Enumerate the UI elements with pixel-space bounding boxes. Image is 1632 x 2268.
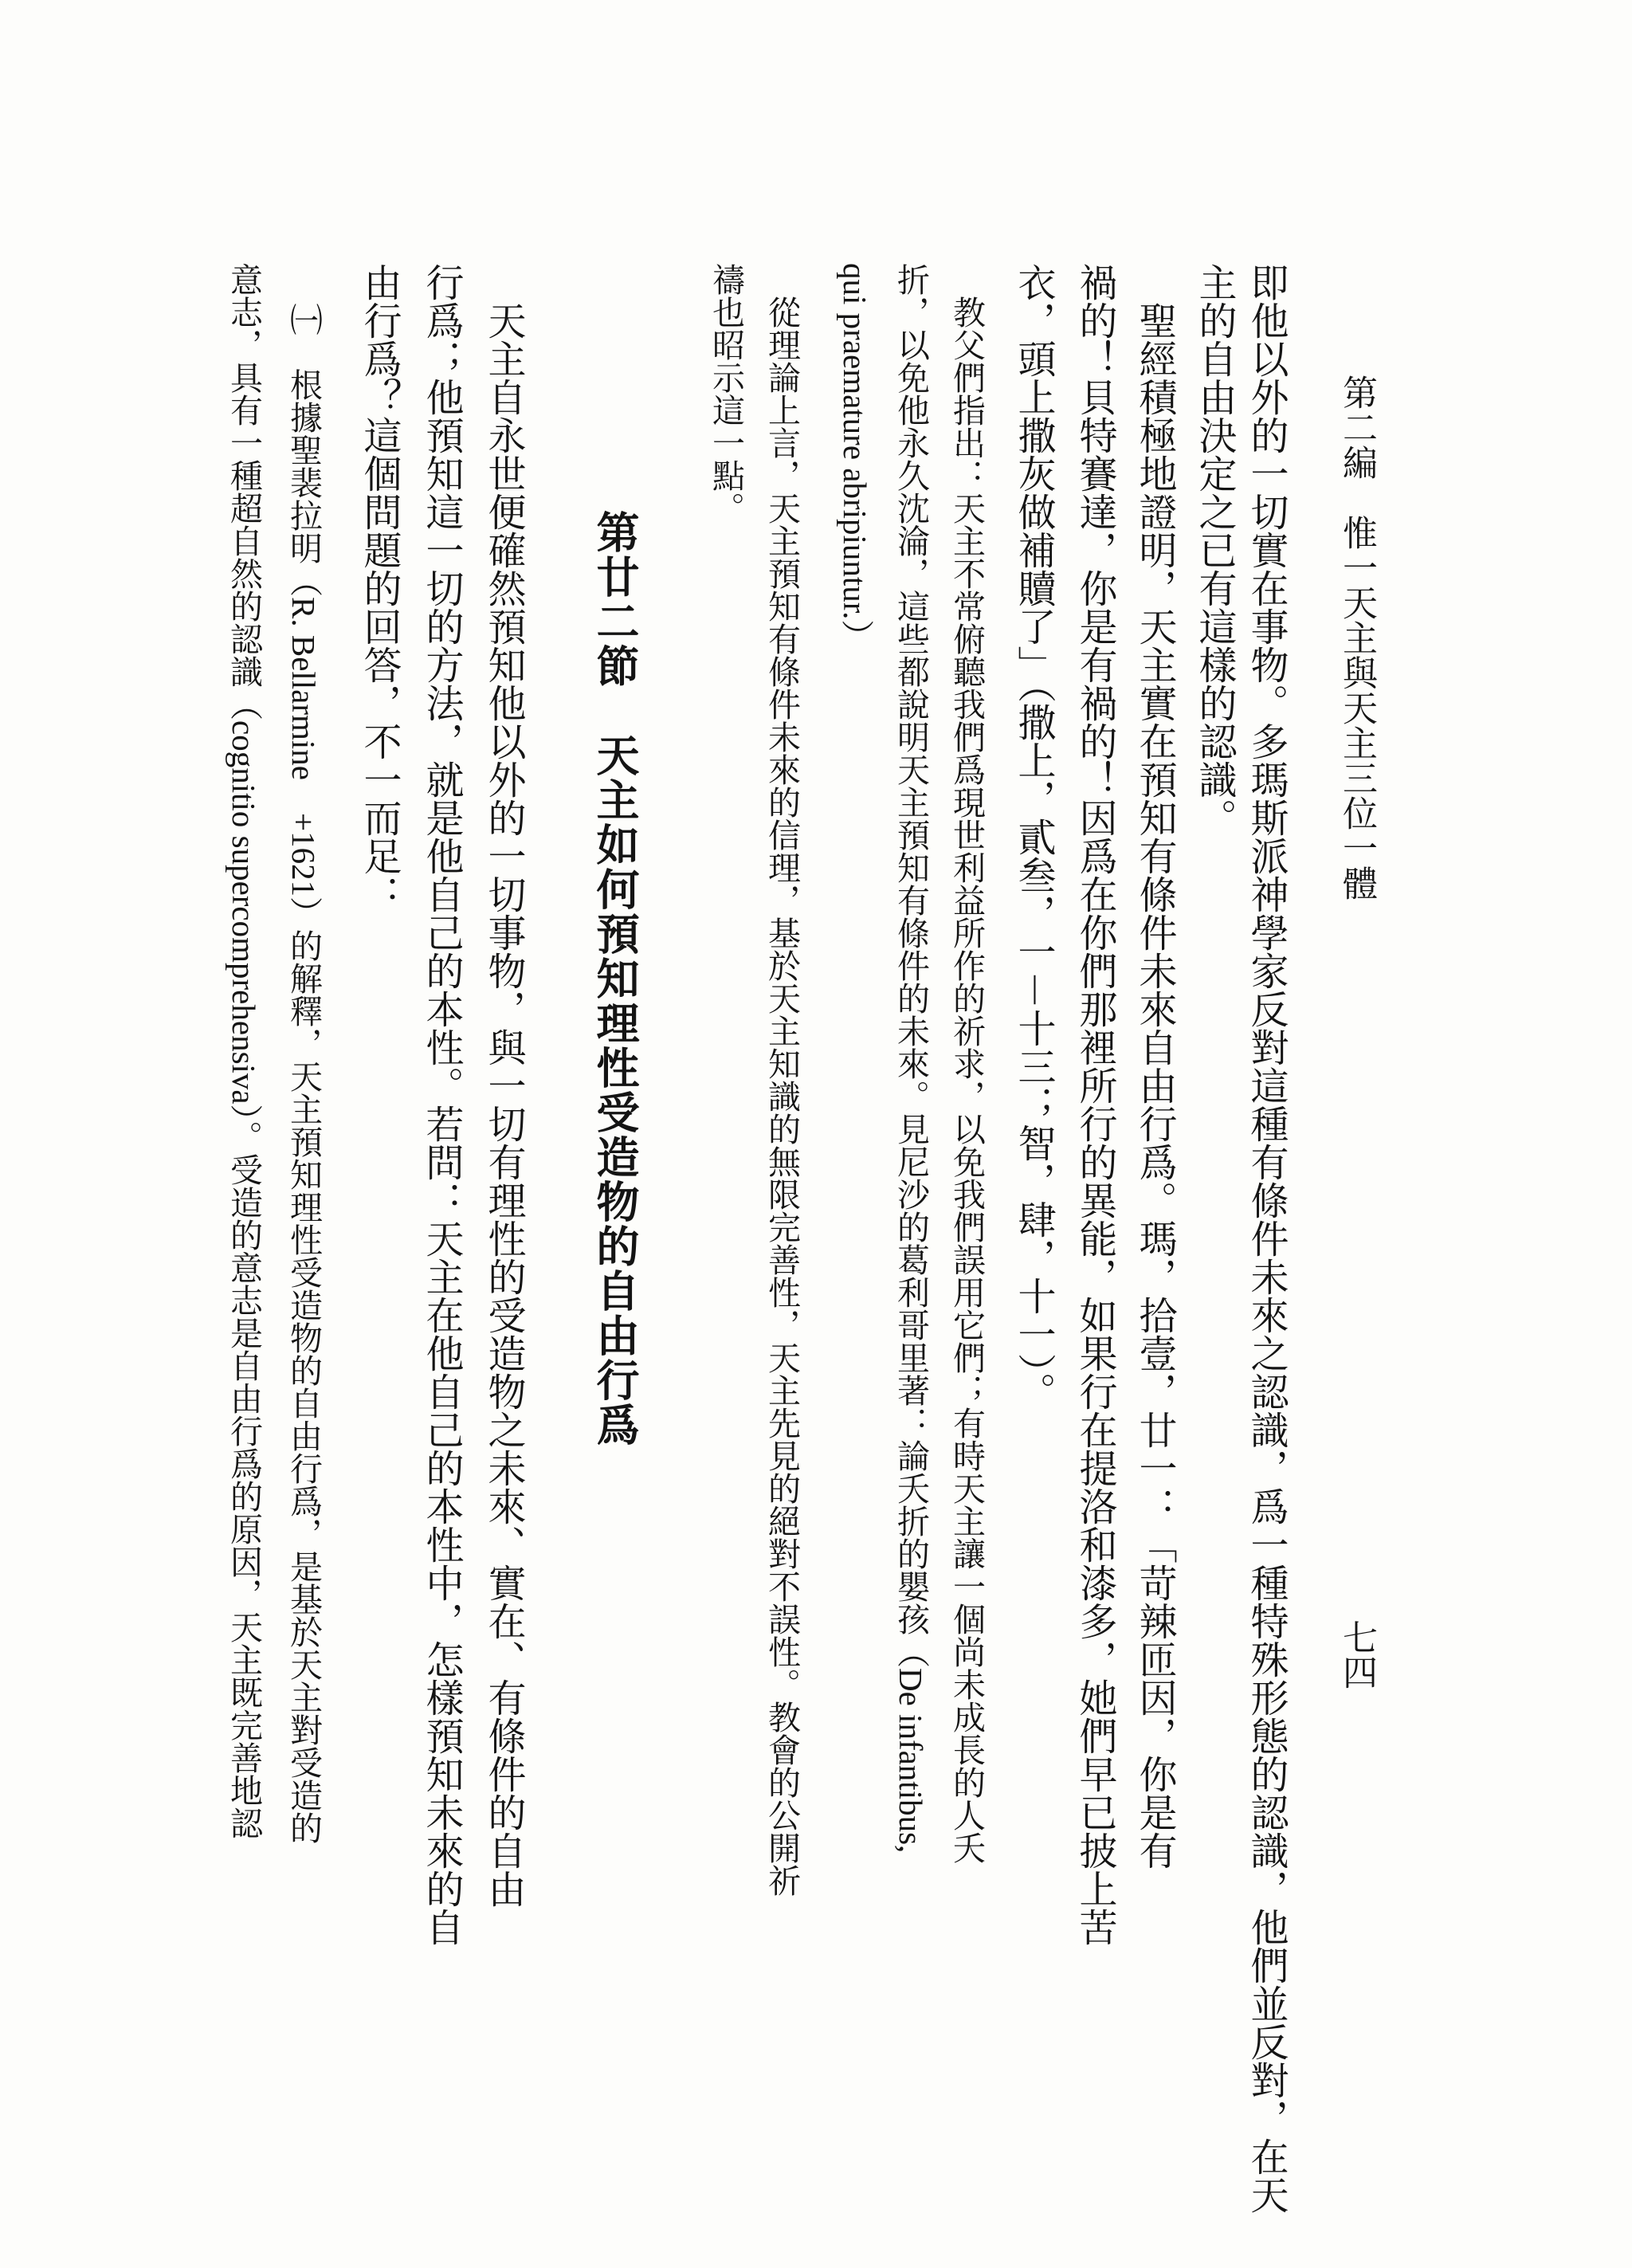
theory-line-1: 從理論上言，天主預知有條件未來的信理，基於天主知識的無限完善性，天主先見的絕對不誤性。教會的公開祈	[763, 263, 801, 1897]
point1-line-2-text-a: 意志，具有一種超自然的認識（	[225, 263, 263, 720]
running-title: 第二編 惟一天主與天主三位一體	[1336, 375, 1377, 901]
page-number: 七四	[1336, 1619, 1377, 1689]
intro-line-1: 即他以外的一切實在事物。多瑪斯派神學家反對這種有條件未來之認識，爲一種特殊形態的認識，他們並反對，在天	[1244, 263, 1289, 2214]
theory-line-2: 禱也昭示這一點。	[707, 263, 745, 524]
body-line-2: 行爲；他預知這一切的方法，就是他自己的本性。若問：天主在他自己的本性中，怎樣預知未來的自	[419, 263, 464, 1946]
point1-marker: ㈠	[284, 303, 323, 335]
point1-line-2	[225, 263, 263, 1840]
fathers-line-2-text: 折，以免他永久沈淪，這些都說明天主預知有條件的未來。見尼沙的葛利哥里著：論夭折的嬰孩（	[892, 263, 930, 1668]
section-title: 天主如何預知理性受造物的自由行爲	[590, 733, 641, 1447]
latin-title-part-2: qui praemature abripiuntur.）	[837, 263, 873, 653]
body-line-1: 天主自永世便確然預知他以外的一切事物，與一切有理性的受造物之未來、實在、有條件的自由	[481, 263, 526, 1908]
section-heading	[590, 510, 641, 1447]
point1-line-1	[284, 303, 323, 1845]
point1-line-1-text-a: 根據聖裴拉明（	[284, 368, 323, 597]
latin-name-bellarmine: R. Bellarmine +1621	[285, 597, 322, 897]
scripture-line-1: 聖經積極地證明，天主實在預知有條件未來自由行爲。瑪，拾壹，廿一：「苛辣匝因，你是有	[1132, 263, 1177, 1870]
scripture-line-3: 衣，頭上撒灰做補贖了」（撒上，貳叁，一－十三；智，肆，十一）。	[1011, 263, 1056, 1411]
section-number: 第廿二節	[590, 510, 641, 689]
point1-line-1-text-c: ）的解釋，天主預知理性受造物的自由行爲，是基於天主對受造的	[284, 897, 323, 1845]
fathers-line-1: 教父們指出：天主不常俯聽我們爲現世利益所作的祈求，以免我們誤用它們；有時天主讓一個尚未成長的人夭	[947, 263, 986, 1864]
body-line-3: 由行爲？這個問題的回答，不一而足：	[357, 263, 402, 913]
fathers-line-2	[892, 263, 930, 1854]
latin-title-part-1: De infantibus,	[892, 1668, 929, 1854]
latin-term-cognitio: cognitio supercomprehensiva	[226, 720, 262, 1105]
point1-line-2-text-c: ）。受造的意志是自由行爲的原因，天主既完善地認	[225, 1104, 263, 1840]
scripture-line-2: 禍的！貝特賽達，你是有禍的！因爲在你們那裡所行的異能，如果行在提洛和漆多，她們早已披上苦	[1073, 263, 1117, 1946]
intro-line-2: 主的自由決定之已有這樣的認識。	[1192, 263, 1237, 837]
